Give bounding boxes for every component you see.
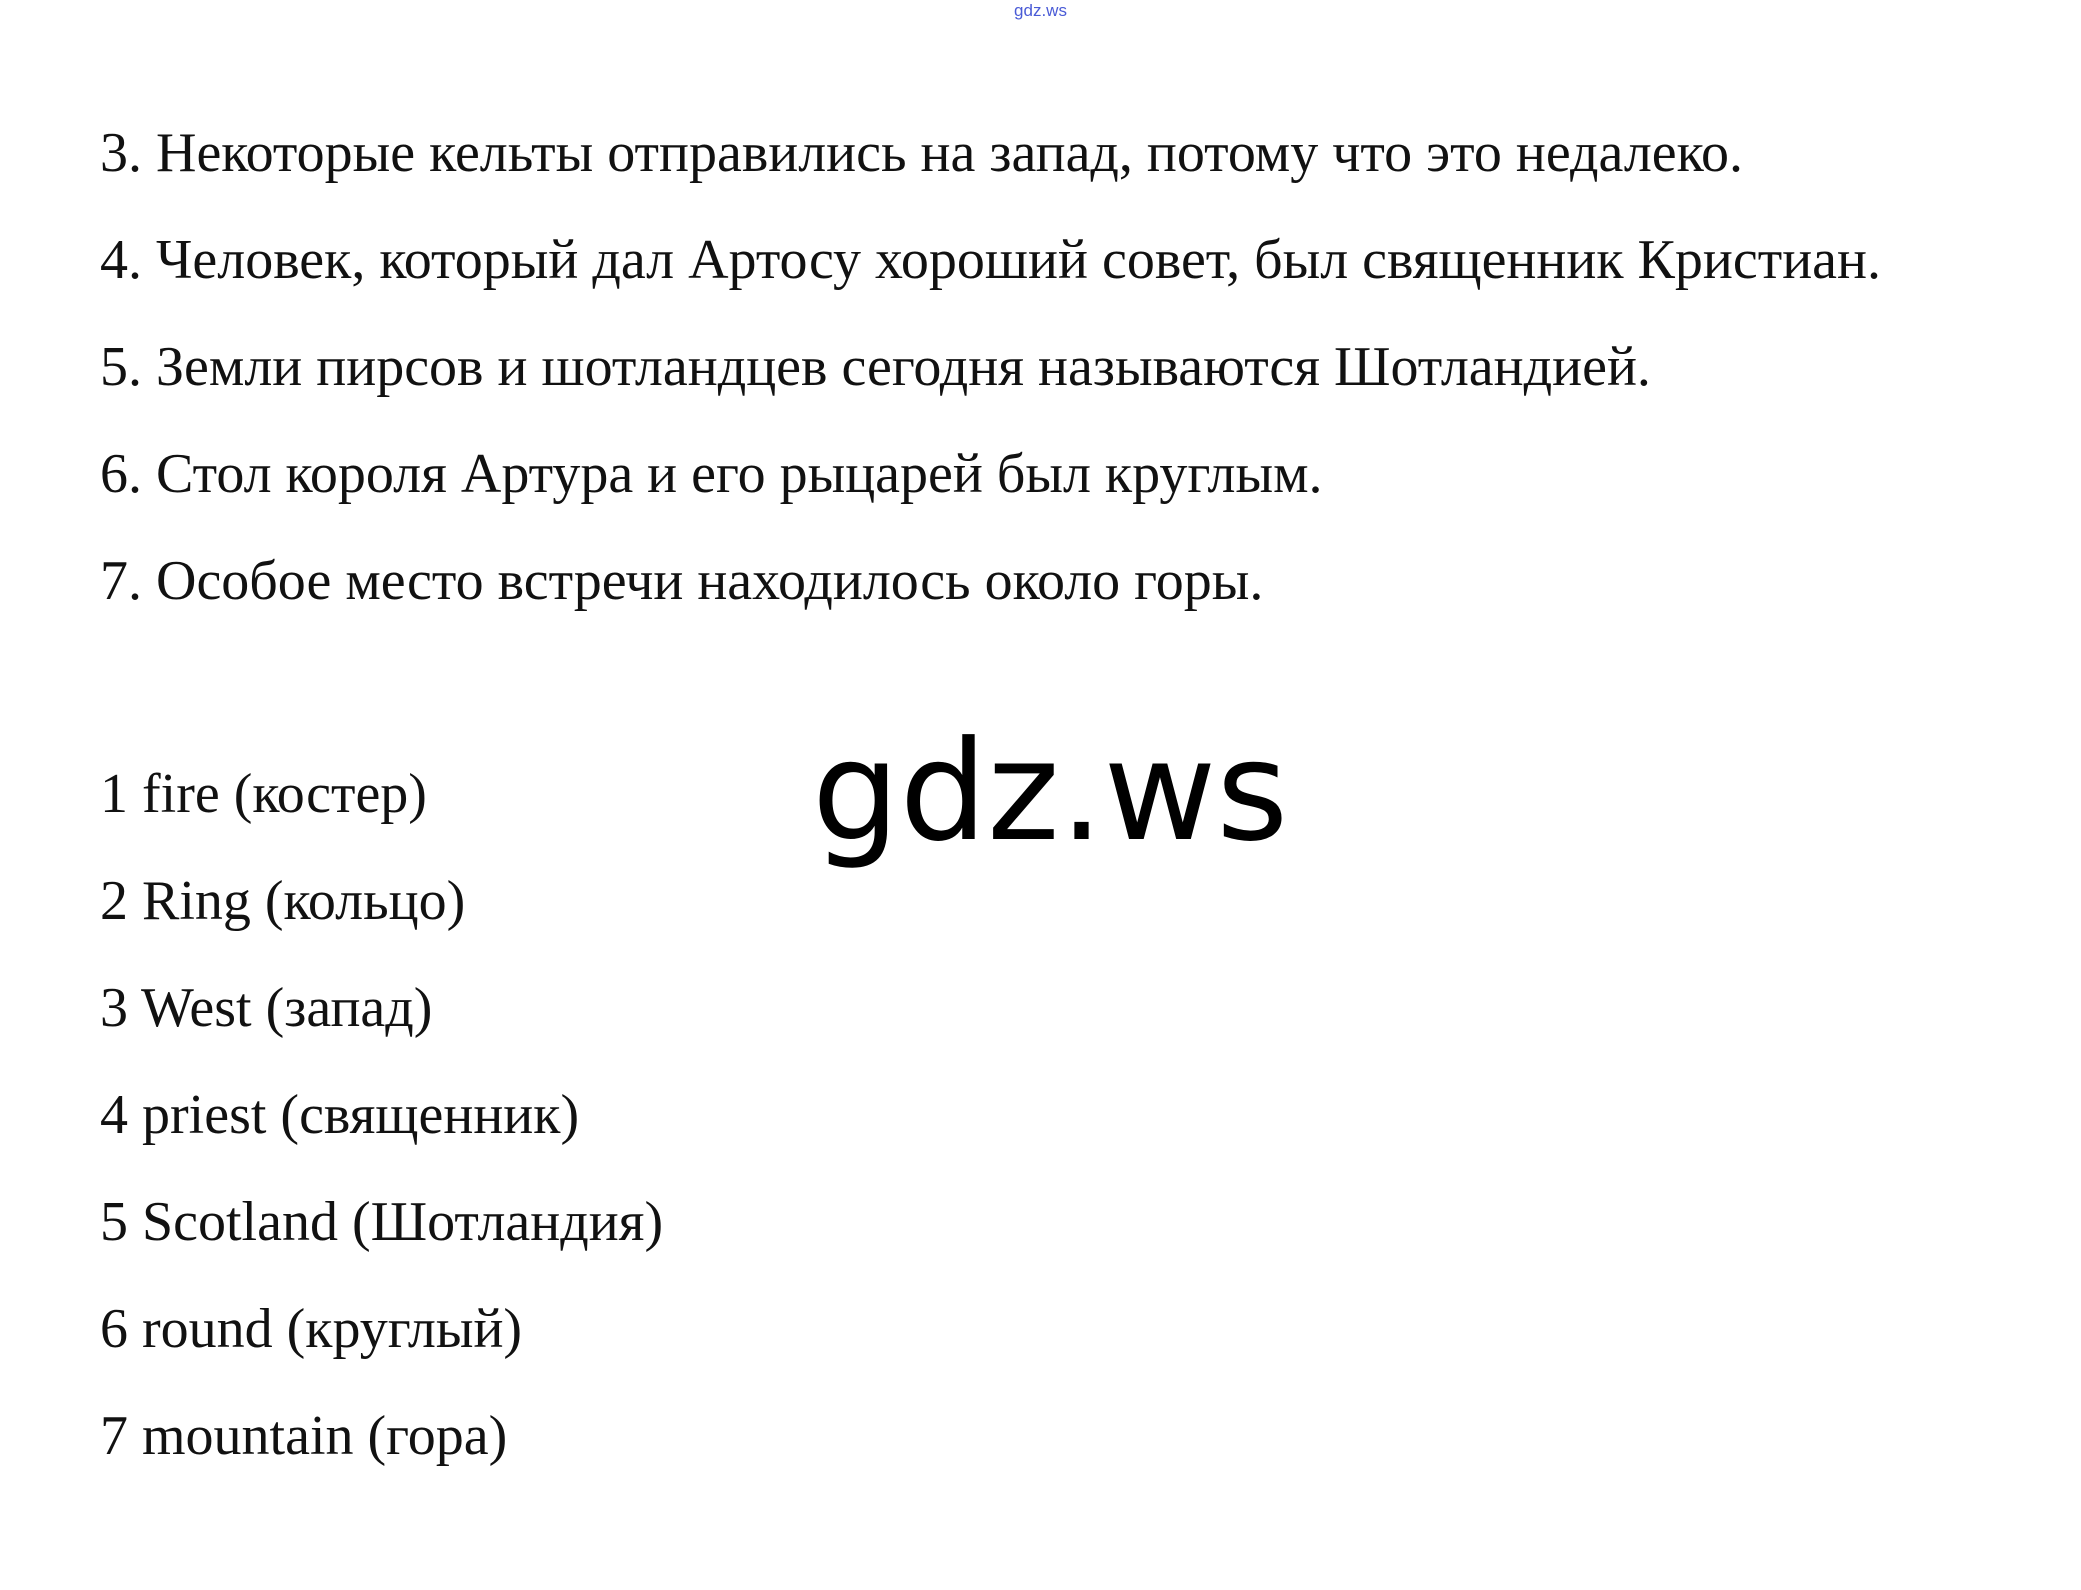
sentence-item: 6. Стол короля Артура и его рыцарей был круглым.: [100, 443, 1323, 505]
watermark: gdz.ws: [812, 711, 1289, 872]
vocabulary-item: 3 West (запад): [100, 977, 433, 1039]
sentence-item: 4. Человек, который дал Артосу хороший совет, был священник Кристиан.: [100, 229, 1881, 291]
vocabulary-item: 5 Scotland (Шотландия): [100, 1191, 664, 1253]
sentence-item: 5. Земли пирсов и шотландцев сегодня называются Шотландией.: [100, 336, 1651, 398]
vocabulary-item: 1 fire (костер): [100, 763, 427, 825]
vocabulary-item: 4 priest (священник): [100, 1084, 580, 1146]
vocabulary-item: 7 mountain (гора): [100, 1405, 508, 1467]
sentence-item: 7. Особое место встречи находилось около горы.: [100, 550, 1264, 612]
sentence-item: 3. Некоторые кельты отправились на запад, потому что это недалеко.: [100, 122, 1744, 184]
vocabulary-item: 6 round (круглый): [100, 1298, 523, 1360]
header-mark: gdz.ws: [1014, 1, 1067, 20]
vocabulary-item: 2 Ring (кольцо): [100, 870, 466, 932]
